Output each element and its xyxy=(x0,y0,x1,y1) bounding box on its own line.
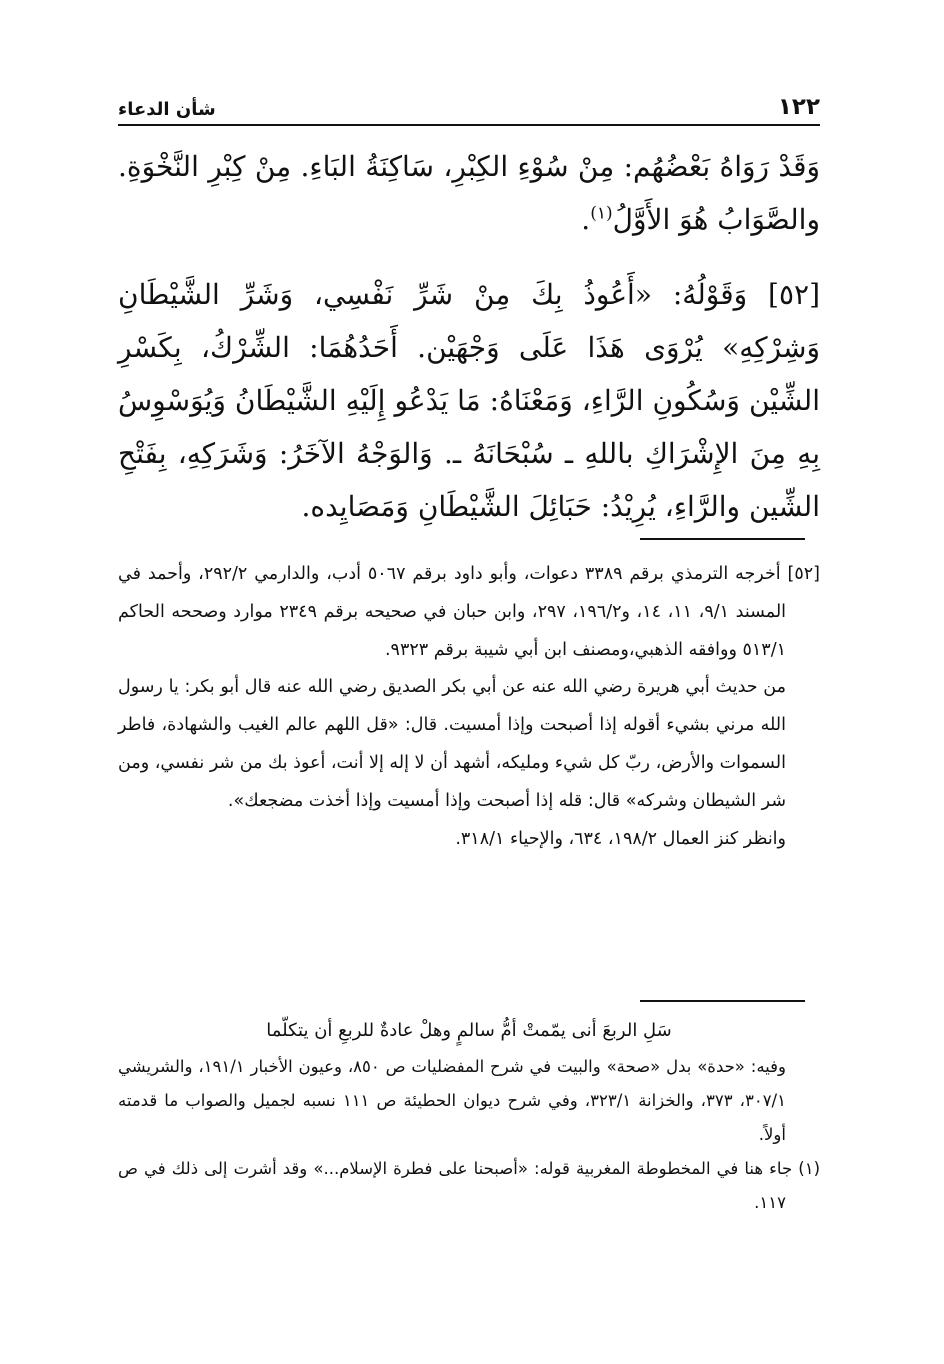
main-paragraph-1 xyxy=(118,140,820,246)
footnote-1: (١) جاء هنا في المخطوطة المغربية قوله: «أصبحنا على فطرة الإسلام...» وقد أشرت إلى ذلك في ص ١١٧. xyxy=(118,1159,820,1212)
footnotes-hadith xyxy=(118,556,820,858)
footnote-divider-upper xyxy=(640,538,805,540)
page-header xyxy=(118,86,820,126)
footnote-takhrij: [٥٢] أخرجه الترمذي برقم ٣٣٨٩ دعوات، وأبو داود برقم ٥٠٦٧ أدب، والدارمي ٢٩٢/٢، وأحمد في المسند ٩/١، ١١، ١٤، و١٩٦/٢، ٢٩٧، وابن حبان في صحيحه برقم ٢٣٤٩ موارد وصححه الحاكم ٥١٣/١ ووافقه الذهبي،ومصنف ابن أبي شيبة برقم ٩٣٢٣. xyxy=(118,564,820,660)
footnote-hadith-text: من حديث أبي هريرة رضي الله عنه عن أبي بكر الصديق رضي الله عنه قال أبو بكر: يا رسول الله مرني بشيء أقوله إذا أصبحت وإذا أمسيت. قال: «قل اللهم عالم الغيب والشهادة، فاطر السموات والأرض، ربّ كل شيء ومليكه، أشهد أن لا إله إلا أنت، أعوذ بك من شر نفسي، ومن شر الشيطان وشركه» قال: قله إذا أصبحت وإذا أمسيت وإذا أخذت مضجعك». xyxy=(118,677,786,811)
footnotes-lower xyxy=(118,1012,820,1220)
running-title: شأن الدعاء xyxy=(118,99,216,120)
main-paragraph-1-end: . xyxy=(581,203,591,236)
main-text xyxy=(118,140,820,533)
main-paragraph-1-text: وَقَدْ رَوَاهُ بَعْضُهُم: مِنْ سُوْءِ الكِبْرِ، سَاكِنَةُ البَاءِ. مِنْ كِبْرِ النَّخْوَةِ. والصَّوَابُ هُوَ الأَوَّلُ xyxy=(118,150,820,236)
footnote-verse: سَلِ الربعَ أنى يمّمتْ أمُّ سالمٍ وهلْ عادةٌ للربعِ أن يتكلّما xyxy=(266,1020,672,1041)
footnote-see-also: وانظر كنز العمال ١٩٨/٢، ٦٣٤، والإحياء ٣١٨/١. xyxy=(455,828,786,849)
main-paragraph-2: [٥٢] وَقَوْلُهُ: «أَعُوذُ بِكَ مِنْ شَرِّ نَفْسِي، وَشَرِّ الشَّيْطَانِ وَشِرْكِهِ» يُرْوَى هَذَا عَلَى وَجْهَيْن. أَحَدُهُمَا: الشِّرْكُ، بِكَسْرِ الشِّيْن وَسُكُونِ الرَّاءِ، وَمَعْنَاهُ: مَا يَدْعُو إِلَيْهِ الشَّيْطَانُ وَيُوَسْوِسُ بِهِ مِنَ الإِشْرَاكِ باللهِ ـ سُبْحَانَهُ ـ. وَالوَجْهُ الآخَرُ: وَشَرَكِهِ، بِفَتْحِ الشِّين والرَّاءِ، يُرِيْدُ: حَبَائِلَ الشَّيْطَانِ وَمَصَايِده. xyxy=(118,278,820,523)
page-number: ١٢٢ xyxy=(777,94,820,120)
footnote-ref-1: (١) xyxy=(590,203,613,224)
footnote-divider-lower xyxy=(640,1000,805,1002)
footnote-verse-note: وفيه: «حدة» بدل «صحة» والبيت في شرح المفضليات ص ٨٥٠، وعيون الأخبار ١٩١/١، والشريشي ٣٠٧/١، ٣٧٣، والخزانة ٣٢٣/١، وفي شرح ديوان الحطيئة ص ١١١ نسبه لجميل والصواب ما قدمته أولاً. xyxy=(118,1057,786,1144)
